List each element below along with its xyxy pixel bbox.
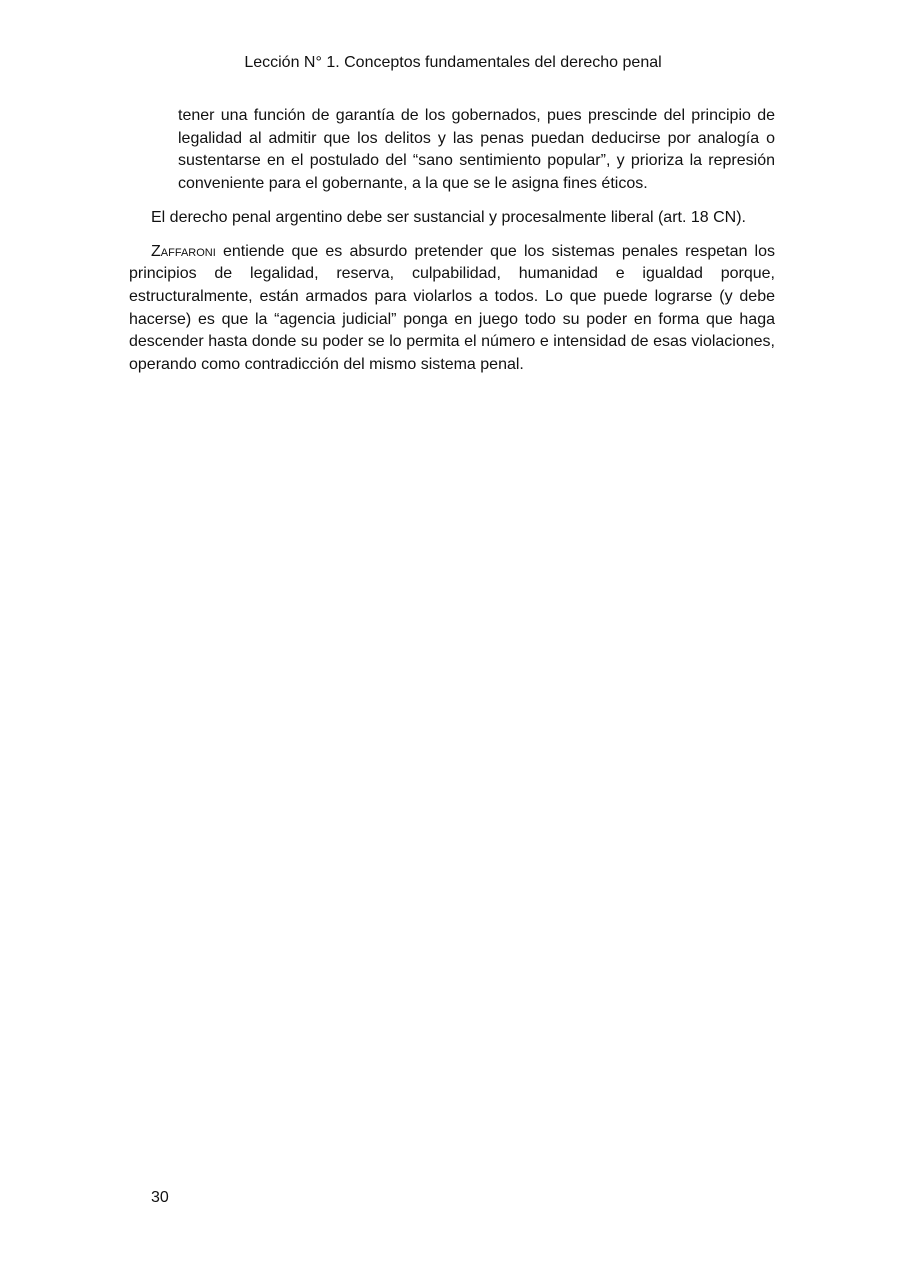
running-header: Lección N° 1. Conceptos fundamentales del derecho penal <box>244 54 662 71</box>
indented-quote-continuation: tener una función de garantía de los gobernados, pues prescinde del principio de legalidad al admitir que los delitos y las penas puedan deducirse por analogía o sustentarse en el postulado del “sano sentimiento popular”, y prioriza la represión conveniente para el gobernante, a la que se le asigna fines éticos. <box>178 107 775 193</box>
paragraph-zaffaroni <box>129 241 775 377</box>
body-text <box>129 105 775 377</box>
author-name: Zaffaroni <box>151 242 216 260</box>
paragraph-zaffaroni-text: entiende que es absurdo pretender que los sistemas penales respetan los principios de legalidad, reserva, culpabilidad, humanidad e igualdad porque, estructuralmente, están armados para violarlos a todos. Lo que puede lograrse (y debe hacerse) es que la “agencia judicial” ponga en juego todo su poder en forma que haga descender hasta donde su poder se lo permita el número e intensidad de esas violaciones, operando como contradicción del mismo sistema penal. <box>129 242 775 374</box>
paragraph-liberal-criminal-law: El derecho penal argentino debe ser sustancial y procesalmente liberal (art. 18 CN). <box>151 208 746 226</box>
page-number: 30 <box>151 1189 169 1206</box>
